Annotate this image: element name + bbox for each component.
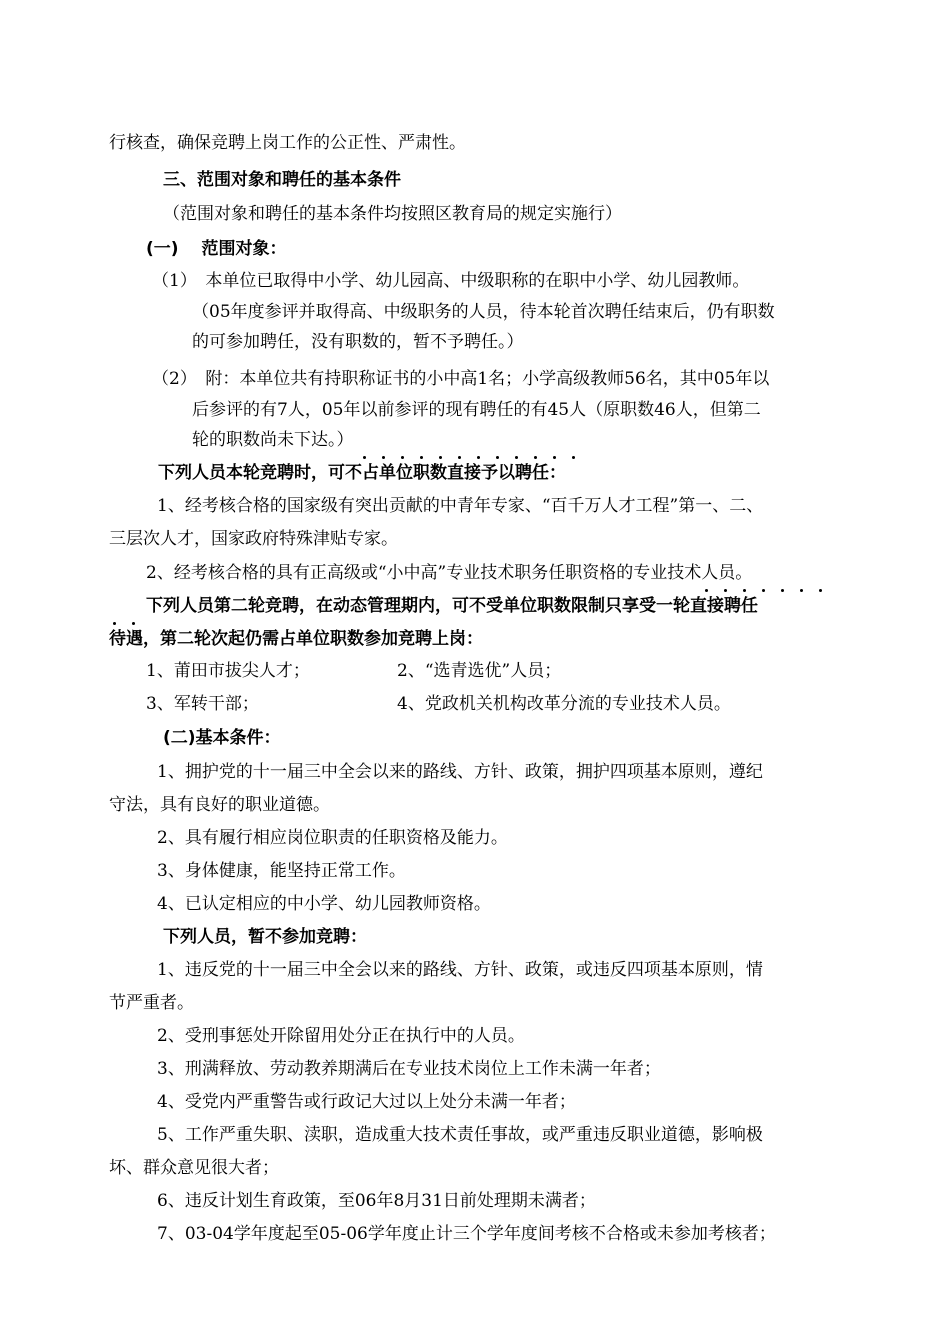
paragraph-line: 行核查，确保竞聘上岗工作的公正性、严肃性。	[109, 133, 466, 153]
subsection-heading: (一) 范围对象：	[146, 239, 287, 259]
list-item: 2、“选青选优”人员；	[397, 661, 562, 681]
paragraph-line: 6、违反计划生育政策，至06年8月31日前处理期未满者；	[157, 1191, 596, 1211]
paragraph-line: （1） 本单位已取得中小学、幼儿园高、中级职称的在职中小学、幼儿园教师。	[152, 271, 750, 291]
paragraph-line: 节严重者。	[109, 993, 194, 1013]
paragraph-line: 1、违反党的十一届三中全会以来的路线、方针、政策，或违反四项基本原则，情	[157, 960, 763, 980]
bold-paragraph-line: 待遇，第二轮次起仍需占单位职数参加竞聘上岗：	[109, 629, 483, 649]
paragraph-line: 1、经考核合格的国家级有突出贡献的中青年专家、“百千万人才工程”第一、二、	[157, 496, 764, 516]
paragraph-line: 坏、群众意见很大者；	[109, 1158, 279, 1178]
paragraph-line: 2、具有履行相应岗位职责的任职资格及能力。	[157, 828, 508, 848]
bold-paragraph-line: 下列人员，暂不参加竞聘：	[163, 927, 367, 947]
paragraph-line: 三层次人才，国家政府特殊津贴专家。	[109, 529, 398, 549]
paragraph-line: 的可参加聘任，没有职数的，暂不予聘任。）	[192, 332, 524, 352]
paragraph-line: （范围对象和聘任的基本条件均按照区教育局的规定实施行）	[163, 204, 622, 224]
paragraph-line: 轮的职数尚未下达。）	[192, 430, 354, 450]
paragraph-line: 2、受刑事惩处开除留用处分正在执行中的人员。	[157, 1026, 525, 1046]
paragraph-line: 1、拥护党的十一届三中全会以来的路线、方针、政策，拥护四项基本原则，遵纪	[157, 762, 763, 782]
paragraph-line: 4、已认定相应的中小学、幼儿园教师资格。	[157, 894, 491, 914]
paragraph-line: 守法，具有良好的职业道德。	[109, 795, 330, 815]
paragraph-line: 2、经考核合格的具有正高级或“小中高”专业技术职务任职资格的专业技术人员。	[146, 563, 753, 583]
paragraph-line: 7、03-04学年度起至05-06学年度止计三个学年度间考核不合格或未参加考核者；	[157, 1224, 776, 1244]
paragraph-line: （2） 附：本单位共有持职称证书的小中高1名；小学高级教师56名，其中05年以	[152, 369, 770, 389]
list-item: 3、军转干部；	[146, 694, 259, 714]
bold-paragraph-line: 下列人员本轮竞聘时，可不占单位职数直接予以聘任：	[158, 463, 566, 483]
bold-paragraph-line: 下列人员第二轮竞聘，在动态管理期内，可不受单位职数限制只享受一轮直接聘任	[146, 596, 758, 616]
paragraph-line: 3、身体健康，能坚持正常工作。	[157, 861, 406, 881]
list-item: 1、莆田市拔尖人才；	[146, 661, 310, 681]
paragraph-line: 5、工作严重失职、渎职，造成重大技术责任事故，或严重违反职业道德，影响极	[157, 1125, 763, 1145]
paragraph-line: 后参评的有7人，05年以前参评的现有聘任的有45人（原职数46人，但第二	[192, 400, 761, 420]
paragraph-line: （05年度参评并取得高、中级职务的人员，待本轮首次聘任结束后，仍有职数	[192, 302, 775, 322]
paragraph-line: 4、受党内严重警告或行政记大过以上处分未满一年者；	[157, 1092, 576, 1112]
list-item: 4、党政机关机构改革分流的专业技术人员。	[397, 694, 731, 714]
subsection-heading: (二)基本条件：	[163, 728, 281, 748]
paragraph-line: 3、刑满释放、劳动教养期满后在专业技术岗位上工作未满一年者；	[157, 1059, 661, 1079]
section-heading: 三、范围对象和聘任的基本条件	[163, 170, 401, 190]
